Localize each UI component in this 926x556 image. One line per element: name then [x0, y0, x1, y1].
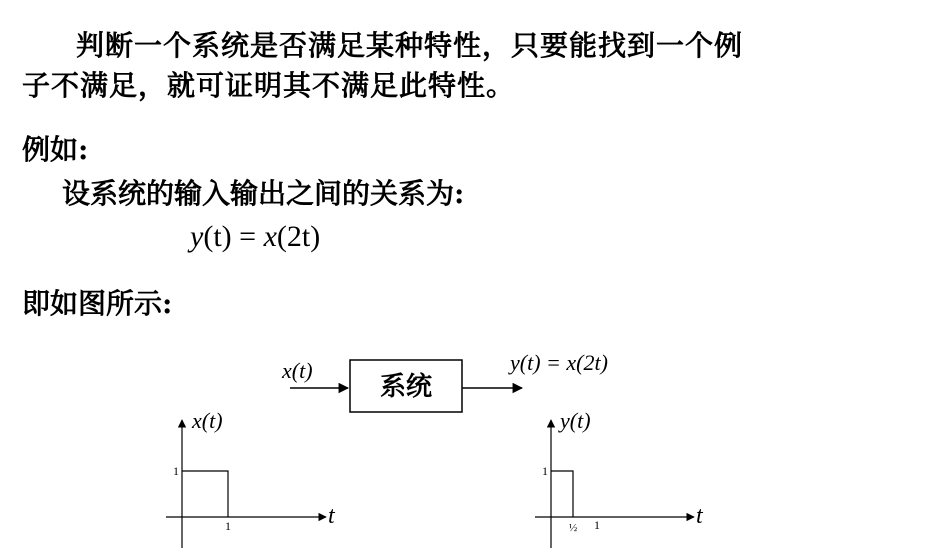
intro-line-2: 子不满足，就可证明其不满足此特性。	[22, 69, 516, 102]
equation-equals: =	[231, 220, 264, 253]
output-plot-xlabel: t	[696, 503, 703, 529]
input-plot-tick-x: 1	[225, 519, 231, 533]
example-label: 例如:	[22, 133, 89, 166]
output-plot-tick-y: 1	[542, 464, 548, 478]
output-plot-tick-x-half: ½	[569, 522, 578, 534]
output-pulse	[551, 471, 573, 517]
intro-line-1: 判断一个系统是否满足某种特性，只要能找到一个例	[76, 29, 744, 62]
output-plot	[535, 408, 704, 548]
system-box-label: 系统	[379, 372, 433, 402]
input-plot-xlabel: t	[328, 503, 335, 529]
block-output-label: y(t) = x(2t)	[510, 350, 608, 375]
relation-text: 设系统的输入输出之间的关系为:	[62, 177, 465, 210]
output-plot-tick-x: 1	[594, 518, 600, 532]
equation-rhs-arg: (2t)	[276, 220, 321, 253]
input-pulse	[182, 471, 228, 517]
input-plot-ylabel: x(t)	[192, 408, 223, 433]
equation-rhs: x	[263, 220, 277, 253]
block-input-label: x(t)	[282, 358, 313, 383]
input-plot	[166, 408, 336, 548]
input-plot-tick-y: 1	[173, 464, 179, 478]
equation-lhs-arg: (t)	[203, 220, 232, 253]
equation-lhs: y	[190, 220, 204, 253]
figure-intro: 即如图所示:	[22, 287, 173, 320]
output-plot-ylabel: y(t)	[560, 408, 591, 433]
